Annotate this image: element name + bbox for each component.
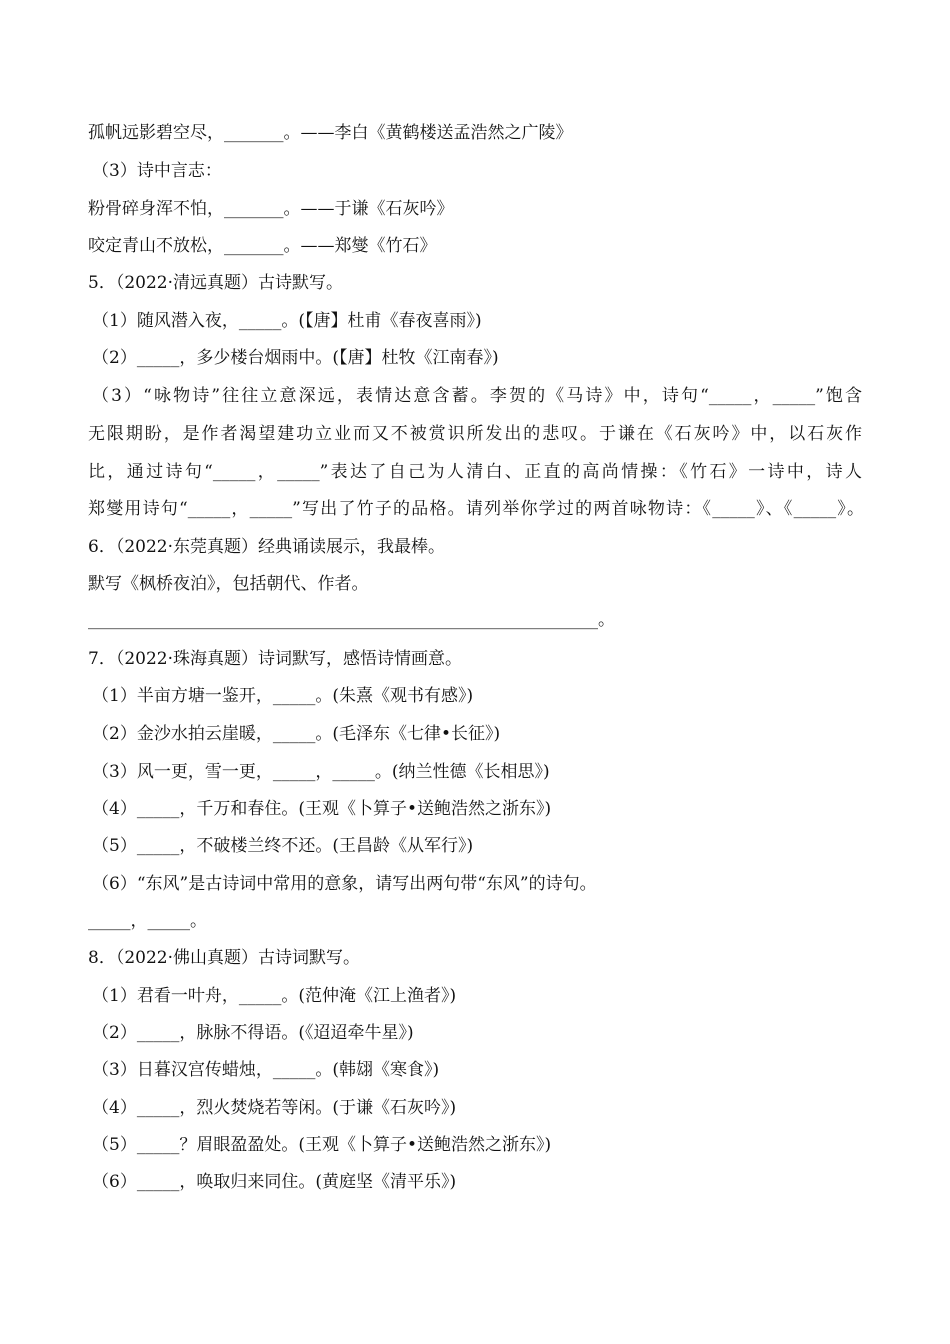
question-heading-7: 7．（2022·珠海真题）诗词默写，感悟诗情画意。 bbox=[88, 649, 462, 669]
paragraph-line: 无限期盼，是作者渴望建功立业而又不被赏识所发出的悲叹。于谦在《石灰吟》中，以石灰作 bbox=[88, 424, 862, 444]
paragraph-line: （3）“咏物诗”往往立意深远，表情达意含蓄。李贺的《马诗》中，诗句“_____，_____”饱含 bbox=[92, 386, 862, 406]
subquestion-line: （5）_____？眉眼盈盈处。(王观《卜算子•送鲍浩然之浙东》) bbox=[92, 1135, 552, 1155]
subquestion-line: （2）_____，多少楼台烟雨中。(【唐】杜牧《江南春》) bbox=[92, 348, 499, 368]
text-line: 咬定青山不放松，_______。——郑燮《竹石》 bbox=[88, 236, 437, 256]
paragraph-line: 比，通过诗句“_____，_____”表达了自己为人清白、正直的高尚情操：《竹石》一诗中，诗人 bbox=[88, 462, 862, 482]
subquestion-line: （1）半亩方塘一鉴开，_____。(朱熹《观书有感》) bbox=[92, 686, 474, 706]
subquestion-line: （2）_____，脉脉不得语。(《迢迢牵牛星》) bbox=[92, 1023, 414, 1043]
question-heading-6: 6．（2022·东莞真题）经典诵读展示，我最棒。 bbox=[88, 537, 445, 557]
answer-blank-line: _____，_____。 bbox=[88, 911, 207, 931]
text-line: 孤帆远影碧空尽，_______。——李白《黄鹤楼送孟浩然之广陵》 bbox=[88, 123, 573, 143]
subquestion-line: （4）_____，烈火焚烧若等闲。(于谦《石灰吟》) bbox=[92, 1098, 457, 1118]
subquestion-line: （6）“东风”是古诗词中常用的意象，请写出两句带“东风”的诗句。 bbox=[92, 874, 597, 894]
answer-blank-line: ____________________________________________________________。 bbox=[88, 610, 615, 630]
subquestion-heading: （3）诗中言志： bbox=[92, 161, 222, 181]
subquestion-line: （4）_____，千万和春住。(王观《卜算子•送鲍浩然之浙东》) bbox=[92, 799, 552, 819]
subquestion-line: （3）日暮汉宫传蜡烛，_____。(韩翃《寒食》) bbox=[92, 1060, 440, 1080]
subquestion-line: （3）风一更，雪一更，_____，_____。(纳兰性德《长相思》) bbox=[92, 762, 550, 782]
subquestion-line: （5）_____，不破楼兰终不还。(王昌龄《从军行》) bbox=[92, 836, 474, 856]
subquestion-line: （1）君看一叶舟，_____。(范仲淹《江上渔者》) bbox=[92, 986, 457, 1006]
text-line: 默写《枫桥夜泊》，包括朝代、作者。 bbox=[88, 574, 369, 594]
subquestion-line: （2）金沙水拍云崖暖，_____。(毛泽东《七律•长征》) bbox=[92, 724, 501, 744]
paragraph-line: 郑燮用诗句“_____，_____”写出了竹子的品格。请列举你学过的两首咏物诗：《_____》、《_____》。 bbox=[88, 499, 864, 519]
question-heading-5: 5．（2022·清远真题）古诗默写。 bbox=[88, 273, 343, 293]
subquestion-line: （6）_____，唤取归来同住。(黄庭坚《清平乐》) bbox=[92, 1172, 457, 1192]
text-line: 粉骨碎身浑不怕，_______。——于谦《石灰吟》 bbox=[88, 199, 454, 219]
subquestion-line: （1）随风潜入夜，_____。(【唐】杜甫《春夜喜雨》) bbox=[92, 311, 482, 331]
question-heading-8: 8．（2022·佛山真题）古诗词默写。 bbox=[88, 948, 360, 968]
